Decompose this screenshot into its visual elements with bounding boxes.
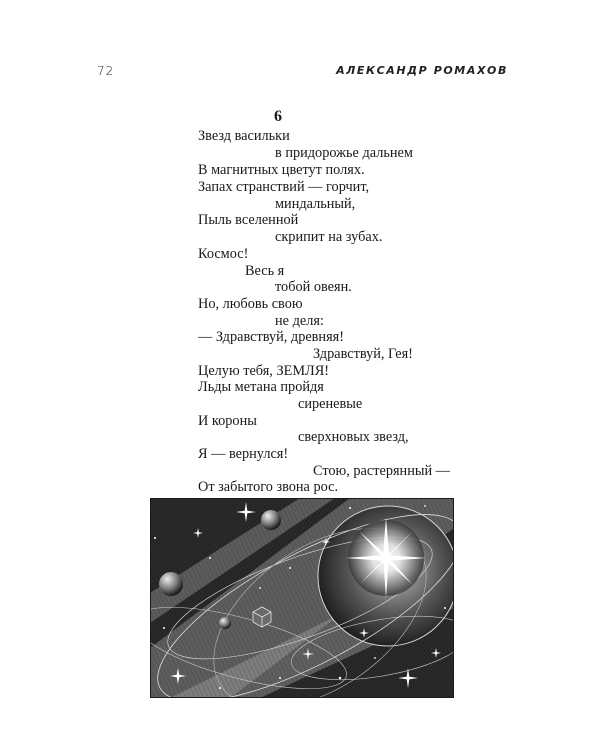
poem-line: Но, любовь свою — [198, 296, 303, 312]
poem-line: Космос! — [198, 246, 249, 262]
poem-line: скрипит на зубах. — [275, 229, 383, 245]
poem-line: Запах странствий — горчит, — [198, 179, 370, 195]
poem-line: не деля: — [275, 313, 324, 329]
poem-line: Пыль вселенной — [198, 212, 299, 228]
poem-line: — Здравствуй, древняя! — [198, 329, 344, 345]
poem-line: Льды метана пройдя — [198, 379, 324, 395]
poem-line: тобой овеян. — [275, 279, 352, 295]
poem-line: В магнитных цветут полях. — [198, 162, 365, 178]
poem-line: сиреневые — [298, 396, 363, 412]
poem-line: От забытого звона рос. — [198, 479, 339, 495]
poem-line: миндальный, — [275, 196, 356, 212]
poem-line: Я — вернулся! — [198, 446, 289, 462]
poem-line: в придорожье дальнем — [275, 145, 413, 161]
running-head-author: АЛЕКСАНДР РОМАХОВ — [336, 64, 508, 77]
poem-line: Весь я — [245, 263, 285, 279]
section-number: 6 — [274, 108, 282, 125]
poem-line: И короны — [198, 413, 257, 429]
poem-line: Целую тебя, ЗЕМЛЯ! — [198, 363, 330, 379]
cosmic-engraving-illustration — [150, 498, 454, 698]
page-number: 72 — [97, 64, 115, 78]
poem-line: Стою, растерянный — — [313, 463, 450, 479]
poem-line: Здравствуй, Гея! — [313, 346, 413, 362]
poem-line: сверхновых звезд, — [298, 429, 409, 445]
poem-line: Звезд васильки — [198, 128, 290, 144]
